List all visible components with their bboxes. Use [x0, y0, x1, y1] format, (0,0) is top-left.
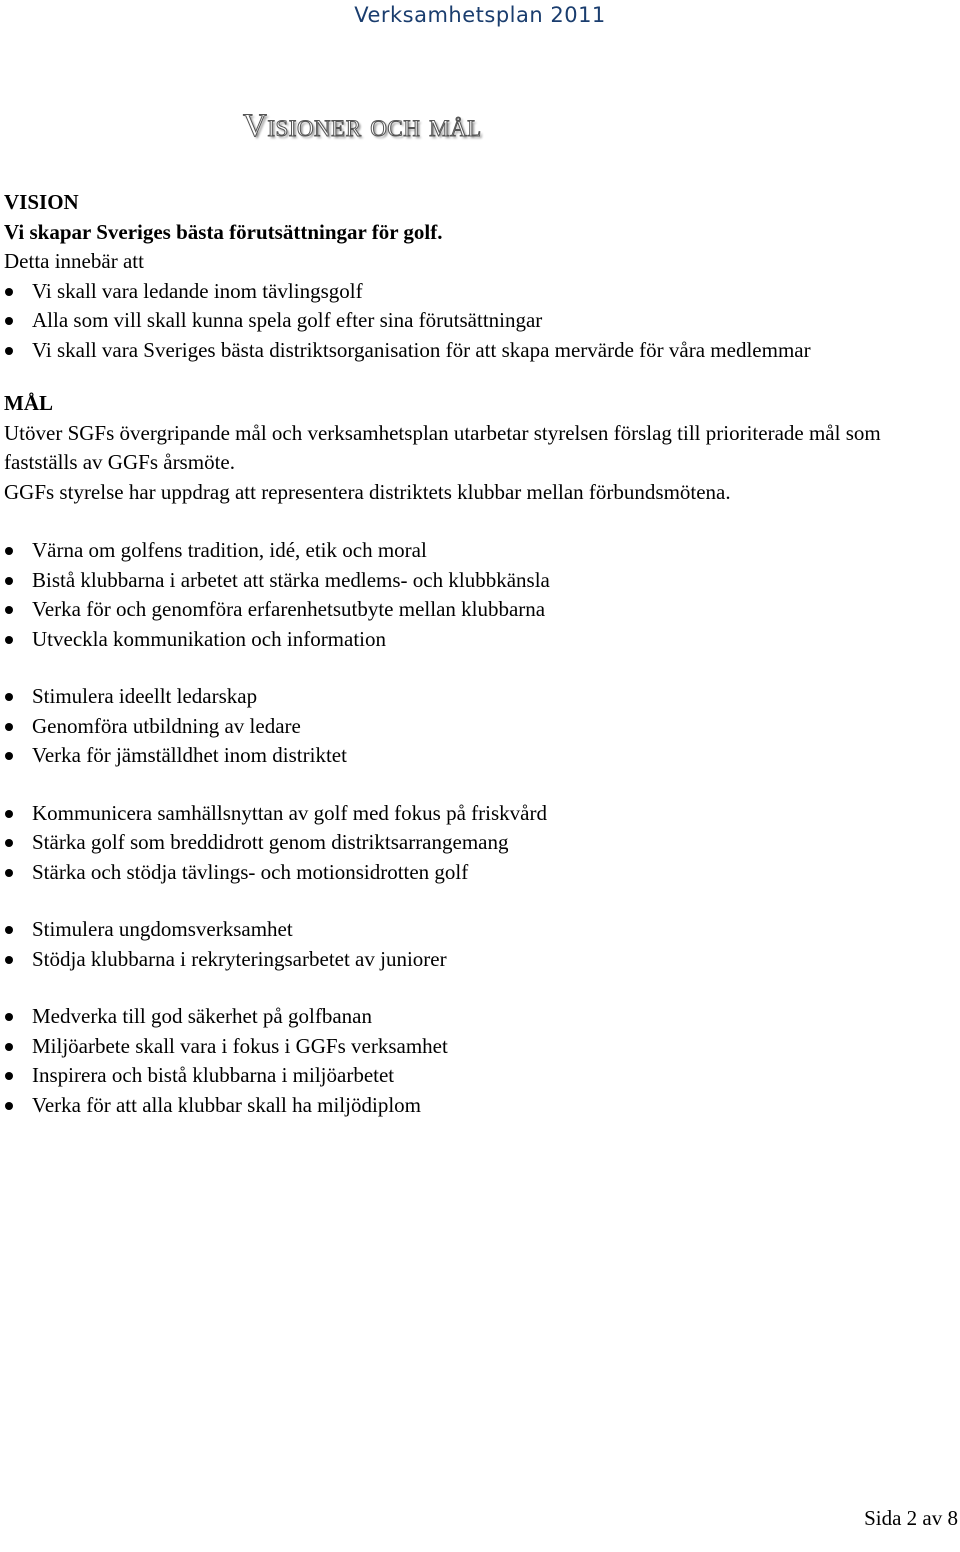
mal-heading: MÅL — [4, 391, 53, 415]
list-item: Stärka och stödja tävlings- och motionsidrotten golf — [4, 858, 944, 888]
list-item: Genomföra utbildning av ledare — [4, 712, 944, 742]
list-item: Stödja klubbarna i rekryteringsarbetet av juniorer — [4, 945, 944, 975]
goal-list-group — [4, 799, 944, 888]
vision-heading: VISION — [4, 190, 79, 214]
spacer — [4, 365, 944, 389]
spacer — [4, 507, 944, 536]
page-number: Sida 2 av 8 — [864, 1506, 958, 1530]
goal-list-group — [4, 915, 944, 974]
mal-section — [4, 389, 944, 1120]
spacer — [4, 974, 944, 1002]
list-item: Verka för och genomföra erfarenhetsutbyte mellan klubbarna — [4, 595, 944, 625]
list-item: Vi skall vara ledande inom tävlingsgolf — [4, 277, 944, 307]
vision-statement: Vi skapar Sveriges bästa förutsättningar för golf. — [4, 219, 443, 244]
vision-intro: Detta innebär att — [4, 249, 144, 273]
vision-list — [4, 277, 944, 366]
list-item: Miljöarbete skall vara i fokus i GGFs verksamhet — [4, 1032, 944, 1062]
list-item: Stimulera ungdomsverksamhet — [4, 915, 944, 945]
list-item: Verka för jämställdhet inom distriktet — [4, 741, 944, 771]
list-item: Inspirera och bistå klubbarna i miljöarbetet — [4, 1061, 944, 1091]
list-item: Medverka till god säkerhet på golfbanan — [4, 1002, 944, 1032]
list-item: Vi skall vara Sveriges bästa distriktsorganisation för att skapa mervärde för våra medlemmar — [4, 336, 944, 366]
goal-list-group — [4, 682, 944, 771]
list-item: Kommunicera samhällsnyttan av golf med fokus på friskvård — [4, 799, 944, 829]
list-item: Utveckla kommunikation och information — [4, 625, 944, 655]
list-item: Värna om golfens tradition, idé, etik och moral — [4, 536, 944, 566]
running-header-title: Verksamhetsplan 2011 — [354, 3, 606, 27]
list-item: Bistå klubbarna i arbetet att stärka medlems- och klubbkänsla — [4, 566, 944, 596]
list-item: Alla som vill skall kunna spela golf efter sina förutsättningar — [4, 306, 944, 336]
page-title: Visioner och mål — [243, 108, 482, 145]
spacer — [4, 887, 944, 915]
page-footer — [864, 1506, 958, 1530]
spacer — [4, 654, 944, 682]
mal-paragraph: Utöver SGFs övergripande mål och verksamhetsplan utarbetar styrelsen förslag till prioriterade mål som fastställs av GGFs årsmöte. — [4, 420, 881, 474]
document-body — [4, 188, 944, 1120]
goal-list-group — [4, 536, 944, 654]
goal-list-group — [4, 1002, 944, 1120]
spacer — [4, 771, 944, 799]
list-item: Stimulera ideellt ledarskap — [4, 682, 944, 712]
mal-paragraph: GGFs styrelse har uppdrag att representera distriktets klubbar mellan förbundsmötena. — [4, 479, 731, 504]
list-item: Verka för att alla klubbar skall ha miljödiplom — [4, 1091, 944, 1121]
list-item: Stärka golf som breddidrott genom distriktsarrangemang — [4, 828, 944, 858]
running-header — [0, 0, 960, 30]
vision-section — [4, 188, 944, 365]
